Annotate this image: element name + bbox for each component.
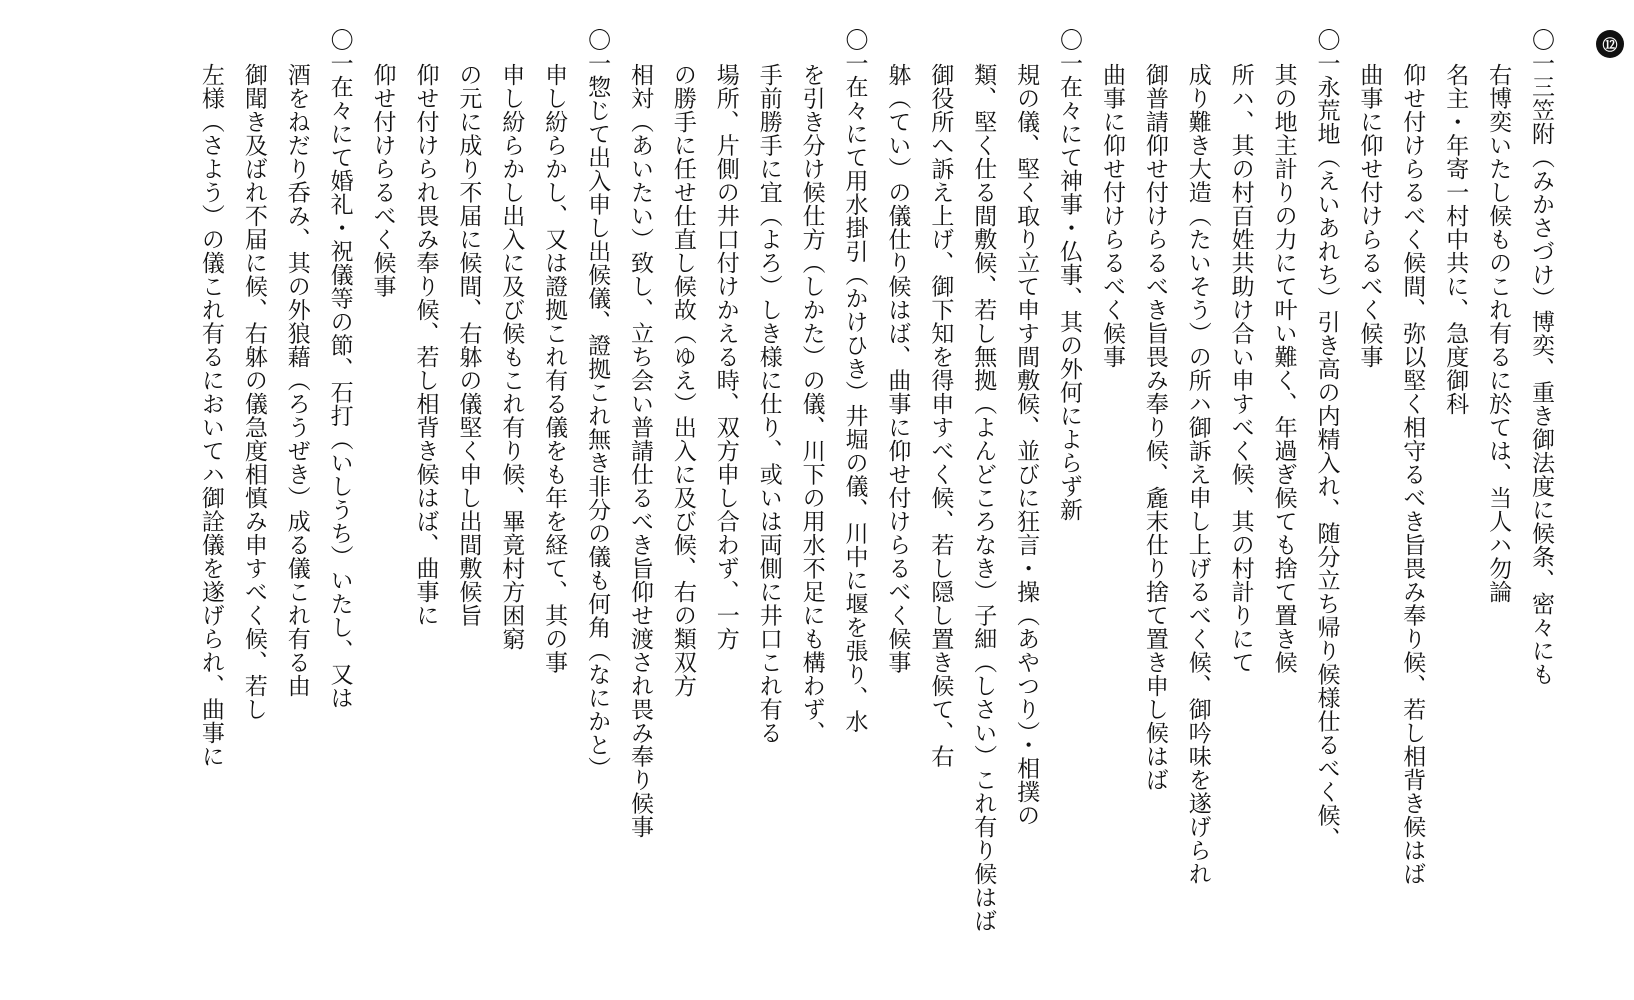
text-line: 左様（さよう）の儀これ有るにおいてハ御詮儀を遂げられ、曲事に xyxy=(197,63,224,768)
text-line: 其の地主計りの力にて叶い難く、年過ぎ候ても捨て置き候 xyxy=(1270,63,1297,674)
text-line: 成り難き大造（たいそう）の所ハ御訴え申し上げるべく候、御吟味を遂げられ xyxy=(1184,63,1211,886)
text-line: 右博奕いたし候ものこれ有るに於ては、当人ハ勿論 xyxy=(1485,63,1512,604)
text-line: 相対（あいたい）致し、立ち会い普請仕るべき旨仰せ渡され畏み奉り候事 xyxy=(626,63,653,839)
text-line: 規の儀、堅く取り立て申す間敷候、並びに狂言・操（あやつり）・相撲の xyxy=(1013,63,1040,827)
text-line: 申し紛らかし、又は證拠これ有る儀をも年を経て、其の事 xyxy=(541,63,568,674)
text-line: の勝手に任せ仕直し候故（ゆえ）出入に及び候、右の類双方 xyxy=(669,63,696,698)
text-line: 酒をねだり呑み、其の外狼藉（ろうぜき）成る儀これ有る由 xyxy=(283,63,310,698)
article-heading-line: 〇一在々にて神事・仏事、其の外何によらず新 xyxy=(1056,28,1083,522)
text-line: 類、堅く仕る間敷候、若し無拠（よんどころなき）子細（しさい）これ有り候はば xyxy=(970,63,997,933)
article-heading-line: 〇一永荒地（えいあれち）引き高の内精入れ、随分立ち帰り候様仕るべく候、 xyxy=(1313,28,1340,851)
text-line: 手前勝手に宜（よろ）しき様に仕り、或いは両側に井口これ有る xyxy=(755,63,782,745)
text-line: 仰せ付けらるべく候事 xyxy=(369,63,396,298)
page-number: ⑫ xyxy=(1596,30,1624,58)
text-line: 御普請仰せ付けらるべき旨畏み奉り候、麁末仕り捨て置き申し候はば xyxy=(1141,63,1168,792)
text-line: 仰せ付けらるべく候間、弥以堅く相守るべき旨畏み奉り候、若し相背き候はば xyxy=(1399,63,1426,886)
text-line: 所ハ、其の村百姓共助け合い申すべく候、其の村計りにて xyxy=(1227,63,1254,674)
article-heading-line: 〇一在々にて婚礼・祝儀等の節、石打（いしうち）いたし、又は xyxy=(326,28,353,710)
text-line: 名主・年寄一村中共に、急度御科 xyxy=(1442,63,1469,416)
document-text xyxy=(189,28,1562,988)
text-line: 場所、片側の井口付けかえる時、双方申し合わず、一方 xyxy=(712,63,739,651)
article-heading-line: 〇一三笠附（みかさづけ）博奕、重き御法度に候条、密々にも xyxy=(1528,28,1554,686)
text-line: 仰せ付けられ畏み奉り候、若し相背き候はば、曲事に xyxy=(412,63,439,627)
article-heading-line: 〇一惣じて出入申し出候儀、證拠これ無き非分の儀も何角（なにかと） xyxy=(584,28,611,780)
text-line: 躰（てい）の儀仕り候はば、曲事に仰せ付けらるべく候事 xyxy=(884,63,911,674)
text-line: 申し紛らかし出入に及び候もこれ有り候、畢竟村方困窮 xyxy=(498,63,525,651)
text-line: 御役所へ訴え上げ、御下知を得申すべく候、若し隠し置き候て、右 xyxy=(927,63,954,768)
article-heading-line: 〇一在々にて用水掛引（かけひき）井堀の儀、川中に堰を張り、水 xyxy=(841,28,868,733)
text-line: 御聞き及ばれ不届に候、右躰の儀急度相慎み申すべく候、若し xyxy=(240,63,267,721)
text-line: 曲事に仰せ付けらるべく候事 xyxy=(1356,63,1383,369)
text-line: の元に成り不届に候間、右躰の儀堅く申し出間敷候旨 xyxy=(455,63,482,627)
text-line: 曲事に仰せ付けらるべく候事 xyxy=(1098,63,1125,369)
text-line: を引き分け候仕方（しかた）の儀、川下の用水不足にも構わず、 xyxy=(798,63,825,745)
